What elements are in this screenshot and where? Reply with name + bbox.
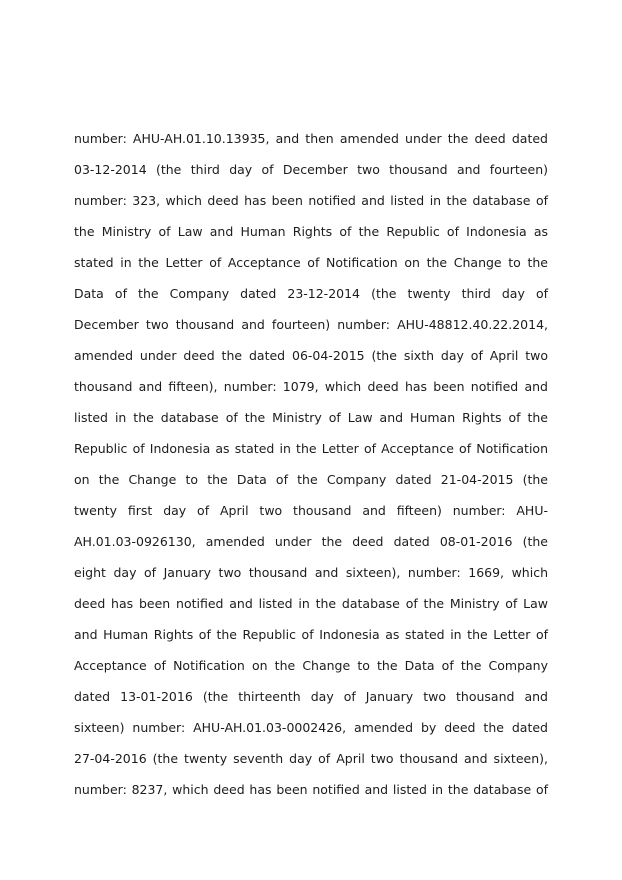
paragraph-line-8: amended under deed the dated 06-04-2015 (the sixth day of April two xyxy=(74,348,548,363)
paragraph-line-20: sixteen) number: AHU-AH.01.03-0002426, amended by deed the dated xyxy=(74,720,548,735)
paragraph-line-13: twenty first day of April two thousand and fifteen) number: AHU- xyxy=(74,503,548,518)
paragraph-line-7: December two thousand and fourteen) number: AHU-48812.40.22.2014, xyxy=(74,317,548,332)
paragraph-line-11: Republic of Indonesia as stated in the Letter of Acceptance of Notification xyxy=(74,441,548,456)
paragraph-line-3: number: 323, which deed has been notified and listed in the database of xyxy=(74,193,548,208)
paragraph-line-1: number: AHU-AH.01.10.13935, and then amended under the deed dated xyxy=(74,131,548,146)
paragraph-line-10: listed in the database of the Ministry of Law and Human Rights of the xyxy=(74,410,548,425)
paragraph-line-9: thousand and fifteen), number: 1079, which deed has been notified and xyxy=(74,379,548,394)
paragraph-line-4: the Ministry of Law and Human Rights of the Republic of Indonesia as xyxy=(74,224,548,239)
paragraph-line-14: AH.01.03-0926130, amended under the deed dated 08-01-2016 (the xyxy=(74,534,548,549)
paragraph-line-17: and Human Rights of the Republic of Indonesia as stated in the Letter of xyxy=(74,627,548,642)
paragraph-line-2: 03-12-2014 (the third day of December two thousand and fourteen) xyxy=(74,162,548,177)
paragraph-line-21: 27-04-2016 (the twenty seventh day of April two thousand and sixteen), xyxy=(74,751,548,766)
paragraph-line-6: Data of the Company dated 23-12-2014 (the twenty third day of xyxy=(74,286,548,301)
paragraph-line-22: number: 8237, which deed has been notified and listed in the database of xyxy=(74,782,548,797)
paragraph-line-12: on the Change to the Data of the Company dated 21-04-2015 (the xyxy=(74,472,548,487)
paragraph-line-18: Acceptance of Notification on the Change to the Data of the Company xyxy=(74,658,548,673)
paragraph-line-5: stated in the Letter of Acceptance of Notification on the Change to the xyxy=(74,255,548,270)
paragraph-line-15: eight day of January two thousand and sixteen), number: 1669, which xyxy=(74,565,548,580)
deed-amendment-paragraph xyxy=(74,123,548,805)
paragraph-line-19: dated 13-01-2016 (the thirteenth day of January two thousand and xyxy=(74,689,548,704)
paragraph-line-16: deed has been notified and listed in the database of the Ministry of Law xyxy=(74,596,548,611)
